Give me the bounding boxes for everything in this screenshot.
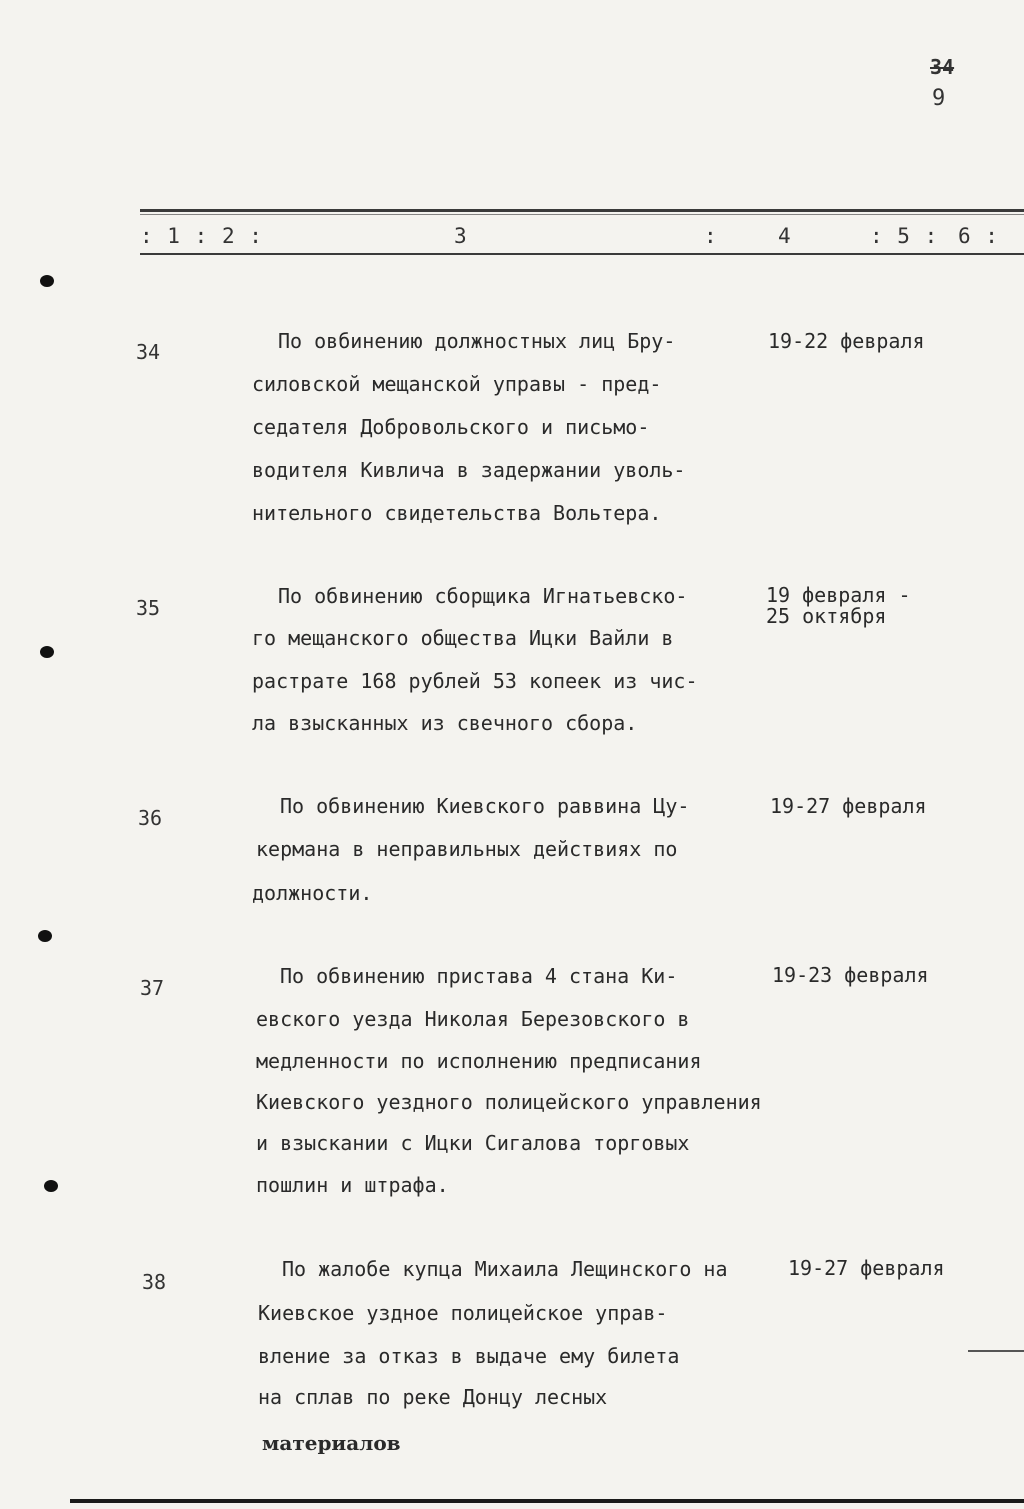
- header-col-2: 2 :: [222, 224, 263, 248]
- entry-text-line: кермана в неправильных действиях по: [256, 837, 678, 861]
- page-number: 9: [932, 86, 946, 111]
- entry-text-line: растрате 168 рублей 53 копеек из чис-: [252, 669, 698, 693]
- bottom-rule: [70, 1499, 1024, 1503]
- punch-hole: [38, 930, 52, 942]
- entry-text-line: По жалобе купца Михаила Лещинского на: [282, 1257, 728, 1281]
- entry-text-line: По обвинению сборщика Игнатьевско-: [278, 584, 688, 608]
- entry-text-line: нительного свидетельства Вольтера.: [252, 501, 662, 525]
- entry-number: 34: [136, 340, 161, 364]
- entry-text-line: и взыскании с Ицки Сигалова торговых: [256, 1131, 690, 1155]
- entry-text-line: Киевское уздное полицейское управ-: [258, 1301, 668, 1325]
- entry-number: 38: [142, 1270, 167, 1294]
- entry-text-line: вление за отказ в выдаче ему билета: [258, 1344, 680, 1368]
- entry-text-line: По обвинению пристава 4 стана Ки-: [280, 964, 678, 988]
- margin-mark: [968, 1350, 1024, 1352]
- header-rule-top: [140, 209, 1024, 212]
- entry-number: 35: [136, 596, 161, 620]
- header-col-3-sep: :: [704, 224, 718, 248]
- entry-text-line: По обвинению Киевского раввина Цу-: [280, 794, 690, 818]
- entry-text-line: евского уезда Николая Березовского в: [256, 1007, 690, 1031]
- entry-number: 37: [140, 976, 165, 1000]
- header-rule-bottom: [140, 253, 1024, 255]
- entry-text-line: должности.: [252, 881, 373, 905]
- entry-text-line: силовской мещанской управы - пред-: [252, 372, 662, 396]
- entry-text-line: По овбинению должностных лиц Бру-: [278, 329, 676, 353]
- page-number-struck: 34: [930, 55, 955, 79]
- entry-text-line: медленности по исполнению предписания: [256, 1049, 702, 1073]
- header-col-4: 4: [778, 224, 792, 248]
- entry-text-line: пошлин и штрафа.: [256, 1173, 449, 1197]
- entry-text-line: водителя Кивлича в задержании уволь-: [252, 458, 686, 482]
- header-col-6: 6 :: [958, 224, 999, 248]
- entry-date: 19-22 февраля: [768, 329, 925, 353]
- header-col-1: : 1 :: [140, 224, 209, 248]
- punch-hole: [40, 275, 54, 287]
- entry-date: 19-27 февраля: [770, 794, 927, 818]
- entry-text-line: седателя Добровольского и письмо-: [252, 415, 650, 439]
- punch-hole: [40, 646, 54, 658]
- entry-date: 19-27 февраля: [788, 1256, 945, 1280]
- entry-text-line: ла взысканных из свечного сбора.: [252, 711, 638, 735]
- entry-text-line-handwritten: материалов: [262, 1431, 401, 1455]
- entry-number: 36: [138, 806, 163, 830]
- entry-date: 19 февраля -: [766, 583, 911, 607]
- entry-text-line: го мещанского общества Ицки Вайли в: [252, 626, 674, 650]
- entry-text-line: Киевского уездного полицейского управления: [256, 1090, 762, 1114]
- header-col-3: 3: [454, 224, 468, 248]
- header-rule-top-thin: [140, 214, 1024, 215]
- entry-date: 19-23 февраля: [772, 963, 929, 987]
- entry-date: 25 октября: [766, 604, 887, 628]
- entry-text-line: на сплав по реке Донцу лесных: [258, 1385, 608, 1409]
- header-col-5: : 5 :: [870, 224, 939, 248]
- punch-hole: [44, 1180, 58, 1192]
